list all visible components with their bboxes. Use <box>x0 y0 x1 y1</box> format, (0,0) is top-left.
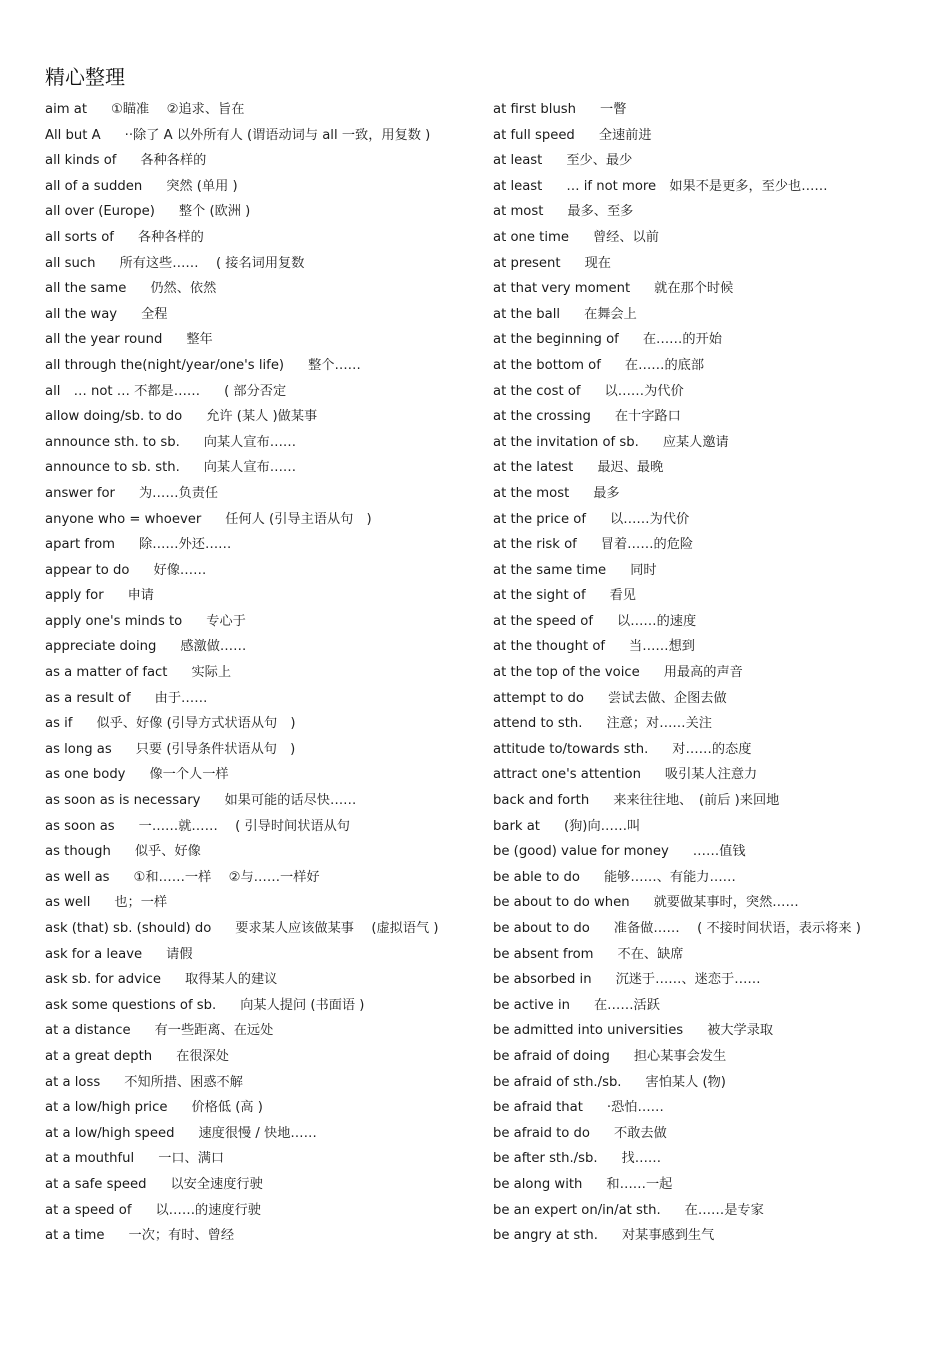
phrase-entry <box>493 353 923 379</box>
phrase-entry <box>493 788 923 814</box>
phrase-english: at the price of <box>493 511 587 527</box>
phrase-entry <box>493 558 923 584</box>
phrase-english: allow doing/sb. to do <box>45 409 183 425</box>
phrase-english: ask sb. for advice <box>45 972 162 988</box>
phrase-chinese: 看见 <box>609 588 636 604</box>
phrase-entry <box>493 890 923 916</box>
phrase-english: at the most <box>493 485 570 501</box>
phrase-english: at the risk of <box>493 537 577 553</box>
phrase-english: all the way <box>45 306 118 322</box>
phrase-chinese: 全速前进 <box>598 127 652 143</box>
phrase-entry <box>45 532 485 558</box>
phrase-entry <box>493 481 923 507</box>
phrase-english: at the ball <box>493 306 561 322</box>
phrase-entry <box>493 507 923 533</box>
phrase-entry <box>45 148 485 174</box>
phrase-entry <box>493 916 923 942</box>
phrase-entry <box>493 583 923 609</box>
phrase-english: back and forth <box>493 793 590 809</box>
phrase-chinese: 实际上 <box>191 665 232 681</box>
phrase-entry <box>493 634 923 660</box>
phrase-english: at the bottom of <box>493 357 601 373</box>
phrase-entry <box>45 302 485 328</box>
phrase-english: as soon as is necessary <box>45 793 201 809</box>
phrase-entry <box>45 686 485 712</box>
phrase-chinese: ①和……一样 ②与……一样好 <box>133 869 320 885</box>
phrase-english: at first blush <box>493 102 577 117</box>
phrase-english: as though <box>45 844 111 860</box>
phrase-chinese: 最多 <box>593 485 620 501</box>
phrase-entry <box>45 942 485 968</box>
phrase-english: be afraid of doing <box>493 1048 610 1064</box>
phrase-entry <box>45 327 485 353</box>
phrase-english: attract one's attention <box>493 767 641 783</box>
phrase-entry <box>45 814 485 840</box>
phrase-english: all … not … 不都是…… <box>45 383 201 399</box>
phrase-entry <box>45 865 485 891</box>
phrase-english: at least <box>493 178 543 194</box>
phrase-english: appreciate doing <box>45 639 157 655</box>
phrase-chinese: 不在、缺席 <box>617 946 684 962</box>
phrase-entry <box>45 1223 485 1249</box>
phrase-english: at a low/high speed <box>45 1125 175 1141</box>
phrase-chinese: 向某人宣布…… <box>203 460 297 476</box>
phrase-chinese: 专心于 <box>206 613 246 629</box>
phrase-english: all the year round <box>45 332 163 348</box>
phrase-entry <box>493 1070 923 1096</box>
phrase-chinese: ( 部分否定 <box>224 383 287 399</box>
phrase-english: at a loss <box>45 1074 101 1090</box>
phrase-entry <box>493 1172 923 1198</box>
phrase-chinese: 为……负责任 <box>138 485 219 501</box>
phrase-chinese: 吸引某人注意力 <box>664 767 758 783</box>
phrase-entry <box>45 1095 485 1121</box>
phrase-english: apply one's minds to <box>45 613 183 629</box>
phrase-entry <box>45 276 485 302</box>
phrase-entry <box>493 302 923 328</box>
phrase-chinese: 由于…… <box>154 690 208 706</box>
phrase-english: ask some questions of sb. <box>45 997 217 1013</box>
phrase-english: all kinds of <box>45 153 117 169</box>
phrase-chinese: 能够……、有能力…… <box>603 869 736 885</box>
phrase-chinese: 对某事感到生气 <box>621 1228 715 1244</box>
phrase-chinese: 整年 <box>186 332 213 348</box>
phrase-english: all the same <box>45 281 127 297</box>
phrase-chinese: 准备做…… ( 不接时间状语，表示将来 ) <box>613 921 861 936</box>
phrase-chinese: 找…… <box>621 1151 662 1167</box>
phrase-english: as well as <box>45 869 110 885</box>
phrase-english: apply for <box>45 588 104 604</box>
phrase-chinese: 任何人 (引导主语从句 ) <box>225 511 372 527</box>
phrase-chinese: 所有这些…… ( 接名词用复数 <box>119 255 305 271</box>
phrase-chinese: 一……就…… ( 引导时间状语从句 <box>138 818 350 834</box>
phrase-entry <box>493 711 923 737</box>
phrase-entry <box>493 814 923 840</box>
phrase-entry <box>493 199 923 225</box>
phrase-chinese: 要求某人应该做某事 (虚拟语气 ) <box>235 921 439 936</box>
phrase-entry <box>493 1223 923 1249</box>
phrase-english: be about to do when <box>493 895 630 911</box>
phrase-chinese: 取得某人的建议 <box>185 972 278 988</box>
phrase-entry <box>493 1146 923 1172</box>
phrase-chinese: 就要做某事时，突然…… <box>653 895 799 911</box>
phrase-entry <box>493 123 923 149</box>
phrase-entry <box>45 225 485 251</box>
phrase-chinese: 现在 <box>584 255 611 271</box>
phrase-entry <box>45 583 485 609</box>
phrase-english: at most <box>493 204 544 220</box>
phrase-entry <box>493 225 923 251</box>
phrase-chinese: 一次；有时、曾经 <box>128 1228 235 1244</box>
phrase-chinese: 整个 (欧洲 ) <box>178 204 251 220</box>
phrase-entry <box>45 1044 485 1070</box>
phrase-english: be after sth./sb. <box>493 1151 598 1167</box>
phrase-entry <box>493 148 923 174</box>
phrase-chinese: 来来往往地、 (前后 )来回地 <box>613 793 780 809</box>
phrase-entry <box>493 1198 923 1224</box>
phrase-chinese: 就在那个时候 <box>654 281 734 297</box>
phrase-entry <box>45 430 485 456</box>
phrase-chinese: 全程 <box>141 306 168 322</box>
phrase-english: answer for <box>45 485 115 501</box>
phrase-chinese: 似乎、好像 <box>134 844 201 860</box>
phrase-english: be about to do <box>493 921 590 936</box>
phrase-list-left <box>45 97 485 1249</box>
phrase-english: as a result of <box>45 690 131 706</box>
phrase-english: at the cost of <box>493 383 581 399</box>
phrase-chinese: 一瞥 <box>600 102 627 117</box>
phrase-entry <box>45 1121 485 1147</box>
phrase-entry <box>493 1018 923 1044</box>
phrase-english: at a low/high price <box>45 1100 168 1116</box>
phrase-english: aim at <box>45 102 88 117</box>
phrase-english: all over (Europe) <box>45 204 155 220</box>
phrase-english: be afraid of sth./sb. <box>493 1074 622 1090</box>
phrase-english: attempt to do <box>493 690 584 706</box>
phrase-chinese: 用最高的声音 <box>663 665 743 681</box>
phrase-chinese: 被大学录取 <box>707 1023 774 1039</box>
phrase-chinese: 在很深处 <box>176 1048 229 1064</box>
phrase-english: be absorbed in <box>493 972 592 988</box>
phrase-english: at the invitation of sb. <box>493 434 639 450</box>
phrase-english: all sorts of <box>45 229 114 245</box>
phrase-english: at the latest <box>493 460 574 476</box>
phrase-chinese: ……值钱 <box>692 844 746 860</box>
phrase-entry <box>45 1172 485 1198</box>
phrase-chinese: 至少、最少 <box>566 153 633 169</box>
phrase-entry <box>45 609 485 635</box>
phrase-entry <box>493 1095 923 1121</box>
phrase-entry <box>45 558 485 584</box>
phrase-english: be admitted into universities <box>493 1023 684 1039</box>
phrase-chinese: 不敢去做 <box>614 1125 667 1141</box>
phrase-english: all through the(night/year/one's life) <box>45 357 285 373</box>
phrase-list-right <box>493 97 923 1249</box>
phrase-entry <box>45 890 485 916</box>
phrase-entry <box>45 993 485 1019</box>
phrase-entry <box>45 711 485 737</box>
phrase-chinese: 向某人宣布…… <box>203 434 297 450</box>
phrase-english: appear to do <box>45 562 130 578</box>
phrase-entry <box>493 174 923 200</box>
phrase-entry <box>45 353 485 379</box>
phrase-chinese: 以……的速度行驶 <box>155 1202 261 1218</box>
phrase-english: be (good) value for money <box>493 844 669 860</box>
phrase-english: be angry at sth. <box>493 1228 598 1244</box>
phrase-chinese: 整个…… <box>308 357 361 373</box>
phrase-english: as one body <box>45 767 126 783</box>
phrase-english: at full speed <box>493 127 575 143</box>
phrase-chinese: 只要 (引导条件状语从句 ) <box>135 741 296 757</box>
phrase-chinese: 一口、满口 <box>158 1151 225 1167</box>
phrase-chinese: 对……的态度 <box>672 741 752 757</box>
phrase-chinese: 似乎、好像 (引导方式状语从句 ) <box>96 716 296 732</box>
phrase-entry <box>45 379 485 405</box>
phrase-english: be absent from <box>493 946 594 962</box>
phrase-english: anyone who = whoever <box>45 511 202 527</box>
phrase-entry <box>493 1044 923 1070</box>
phrase-english: all of a sudden <box>45 178 143 194</box>
phrase-chinese: 曾经、以前 <box>592 229 659 245</box>
phrase-english: at a speed of <box>45 1202 132 1218</box>
phrase-chinese: 在……活跃 <box>593 997 660 1013</box>
phrase-chinese: 有一些距离、在远处 <box>154 1023 274 1039</box>
phrase-english: be active in <box>493 997 570 1013</box>
phrase-entry <box>493 1121 923 1147</box>
phrase-english: announce sth. to sb. <box>45 434 180 450</box>
phrase-english: at the crossing <box>493 409 591 425</box>
phrase-chinese: 以……为代价 <box>610 511 690 527</box>
phrase-chinese: 应某人邀请 <box>662 434 729 450</box>
phrase-chinese: 尝试去做、企图去做 <box>608 690 727 706</box>
phrase-entry <box>45 1198 485 1224</box>
phrase-entry <box>45 481 485 507</box>
phrase-entry <box>493 97 923 123</box>
phrase-entry <box>45 737 485 763</box>
phrase-entry <box>493 276 923 302</box>
phrase-chinese: 仍然、依然 <box>150 281 217 297</box>
phrase-chinese: 向某人提问 (书面语 ) <box>240 997 365 1013</box>
phrase-entry <box>45 123 485 149</box>
phrase-english: ask (that) sb. (should) do <box>45 921 212 936</box>
phrase-entry <box>45 1018 485 1044</box>
phrase-english: as long as <box>45 741 112 757</box>
phrase-entry <box>493 686 923 712</box>
phrase-english: at the same time <box>493 562 607 578</box>
phrase-entry <box>45 1146 485 1172</box>
phrase-entry <box>45 455 485 481</box>
phrase-english: at the speed of <box>493 613 594 629</box>
phrase-english: announce to sb. sth. <box>45 460 180 476</box>
phrase-english: attitude to/towards sth. <box>493 741 649 757</box>
phrase-entry <box>45 174 485 200</box>
phrase-english: as if <box>45 716 73 732</box>
phrase-chinese: 速度很慢 / 快地…… <box>198 1125 317 1141</box>
phrase-entry <box>493 609 923 635</box>
phrase-chinese: 价格低 (高 ) <box>191 1100 263 1116</box>
phrase-entry <box>493 762 923 788</box>
phrase-chinese: … if not more 如果不是更多，至少也…… <box>566 178 828 194</box>
phrase-entry <box>45 1070 485 1096</box>
phrase-english: all such <box>45 255 96 271</box>
phrase-english: at the beginning of <box>493 332 619 348</box>
phrase-english: as soon as <box>45 818 115 834</box>
phrase-english: be an expert on/in/at sth. <box>493 1202 661 1218</box>
phrase-chinese: 请假 <box>166 946 193 962</box>
phrase-chinese: 感激做…… <box>180 639 247 655</box>
phrase-chinese: 以……为代价 <box>604 383 684 399</box>
phrase-entry <box>493 942 923 968</box>
phrase-chinese: ①瞄准 ②追求、旨在 <box>111 102 245 117</box>
phrase-chinese: 和……一起 <box>606 1176 673 1192</box>
phrase-entry <box>45 762 485 788</box>
phrase-entry <box>493 430 923 456</box>
phrase-entry <box>493 660 923 686</box>
phrase-chinese: (狗)向……叫 <box>563 818 641 834</box>
phrase-english: be afraid to do <box>493 1125 591 1141</box>
phrase-entry <box>493 455 923 481</box>
phrase-chinese: 害怕某人 (物) <box>645 1074 726 1090</box>
phrase-chinese: 冒着……的危险 <box>600 537 694 553</box>
phrase-chinese: ·恐怕…… <box>606 1100 664 1116</box>
phrase-chinese: 不知所措、困惑不解 <box>124 1074 243 1090</box>
phrase-english: attend to sth. <box>493 716 583 732</box>
phrase-english: as well <box>45 895 91 911</box>
phrase-entry <box>493 327 923 353</box>
phrase-english: at present <box>493 255 561 271</box>
phrase-entry <box>493 379 923 405</box>
phrase-chinese: 在舞会上 <box>584 306 637 322</box>
phrase-english: at a distance <box>45 1023 131 1039</box>
phrase-entry <box>45 660 485 686</box>
phrase-entry <box>493 737 923 763</box>
phrase-entry <box>45 916 485 942</box>
phrase-entry <box>493 839 923 865</box>
phrase-chinese: 注意；对……关注 <box>606 716 712 732</box>
phrase-chinese: 在……的开始 <box>642 332 722 348</box>
phrase-chinese: 各种各样的 <box>137 229 204 245</box>
phrase-english: be able to do <box>493 869 580 885</box>
phrase-chinese: 在……的底部 <box>624 357 705 373</box>
phrase-entry <box>493 865 923 891</box>
phrase-chinese: 申请 <box>127 588 154 604</box>
phrase-entry <box>45 507 485 533</box>
phrase-entry <box>493 967 923 993</box>
phrase-english: at the sight of <box>493 588 586 604</box>
phrase-chinese: 担心某事会发生 <box>633 1048 727 1064</box>
phrase-chinese: 最多、至多 <box>567 204 634 220</box>
phrase-entry <box>45 839 485 865</box>
phrase-chinese: 除……外还…… <box>139 537 232 553</box>
phrase-english: All but A <box>45 127 101 143</box>
phrase-english: at the top of the voice <box>493 665 640 681</box>
phrase-entry <box>45 967 485 993</box>
phrase-english: at least <box>493 153 543 169</box>
phrase-chinese: ··除了 A 以外所有人 (谓语动词与 all 一致，用复数 ) <box>124 127 431 143</box>
phrase-chinese: 像一个人一样 <box>149 767 229 783</box>
phrase-entry <box>45 788 485 814</box>
phrase-entry <box>45 634 485 660</box>
phrase-chinese: 突然 (单用 ) <box>166 178 238 194</box>
phrase-entry <box>45 97 485 123</box>
phrase-entry <box>45 404 485 430</box>
phrase-entry <box>493 251 923 277</box>
phrase-english: bark at <box>493 818 540 834</box>
phrase-entry <box>493 993 923 1019</box>
phrase-english: be afraid that <box>493 1100 583 1116</box>
phrase-english: at that very moment <box>493 281 631 297</box>
phrase-chinese: 最迟、最晚 <box>597 460 664 476</box>
phrase-english: be along with <box>493 1176 583 1192</box>
phrase-english: at a time <box>45 1228 105 1244</box>
phrase-english: at one time <box>493 229 569 245</box>
phrase-english: as a matter of fact <box>45 665 168 681</box>
phrase-entry <box>45 199 485 225</box>
phrase-chinese: 好像…… <box>153 562 207 578</box>
phrase-chinese: 允许 (某人 )做某事 <box>206 409 318 425</box>
phrase-chinese: 也；一样 <box>114 895 168 911</box>
phrase-english: at the thought of <box>493 639 606 655</box>
phrase-chinese: 如果可能的话尽快…… <box>224 793 357 809</box>
phrase-entry <box>493 404 923 430</box>
phrase-chinese: 当……想到 <box>629 639 695 655</box>
phrase-english: ask for a leave <box>45 946 143 962</box>
phrase-entry <box>493 532 923 558</box>
phrase-entry <box>45 251 485 277</box>
page-title: 精心整理 <box>45 65 125 89</box>
phrase-english: at a mouthful <box>45 1151 135 1167</box>
phrase-english: at a great depth <box>45 1048 153 1064</box>
phrase-english: at a safe speed <box>45 1176 147 1192</box>
phrase-chinese: 各种各样的 <box>140 153 207 169</box>
phrase-chinese: 沉迷于……、迷恋于…… <box>615 972 761 988</box>
phrase-chinese: 在十字路口 <box>614 409 681 425</box>
phrase-english: apart from <box>45 537 116 553</box>
phrase-chinese: 在……是专家 <box>684 1202 764 1218</box>
phrase-chinese: 同时 <box>630 562 657 578</box>
phrase-chinese: 以……的速度 <box>617 613 697 629</box>
phrase-chinese: 以安全速度行驶 <box>170 1176 263 1192</box>
